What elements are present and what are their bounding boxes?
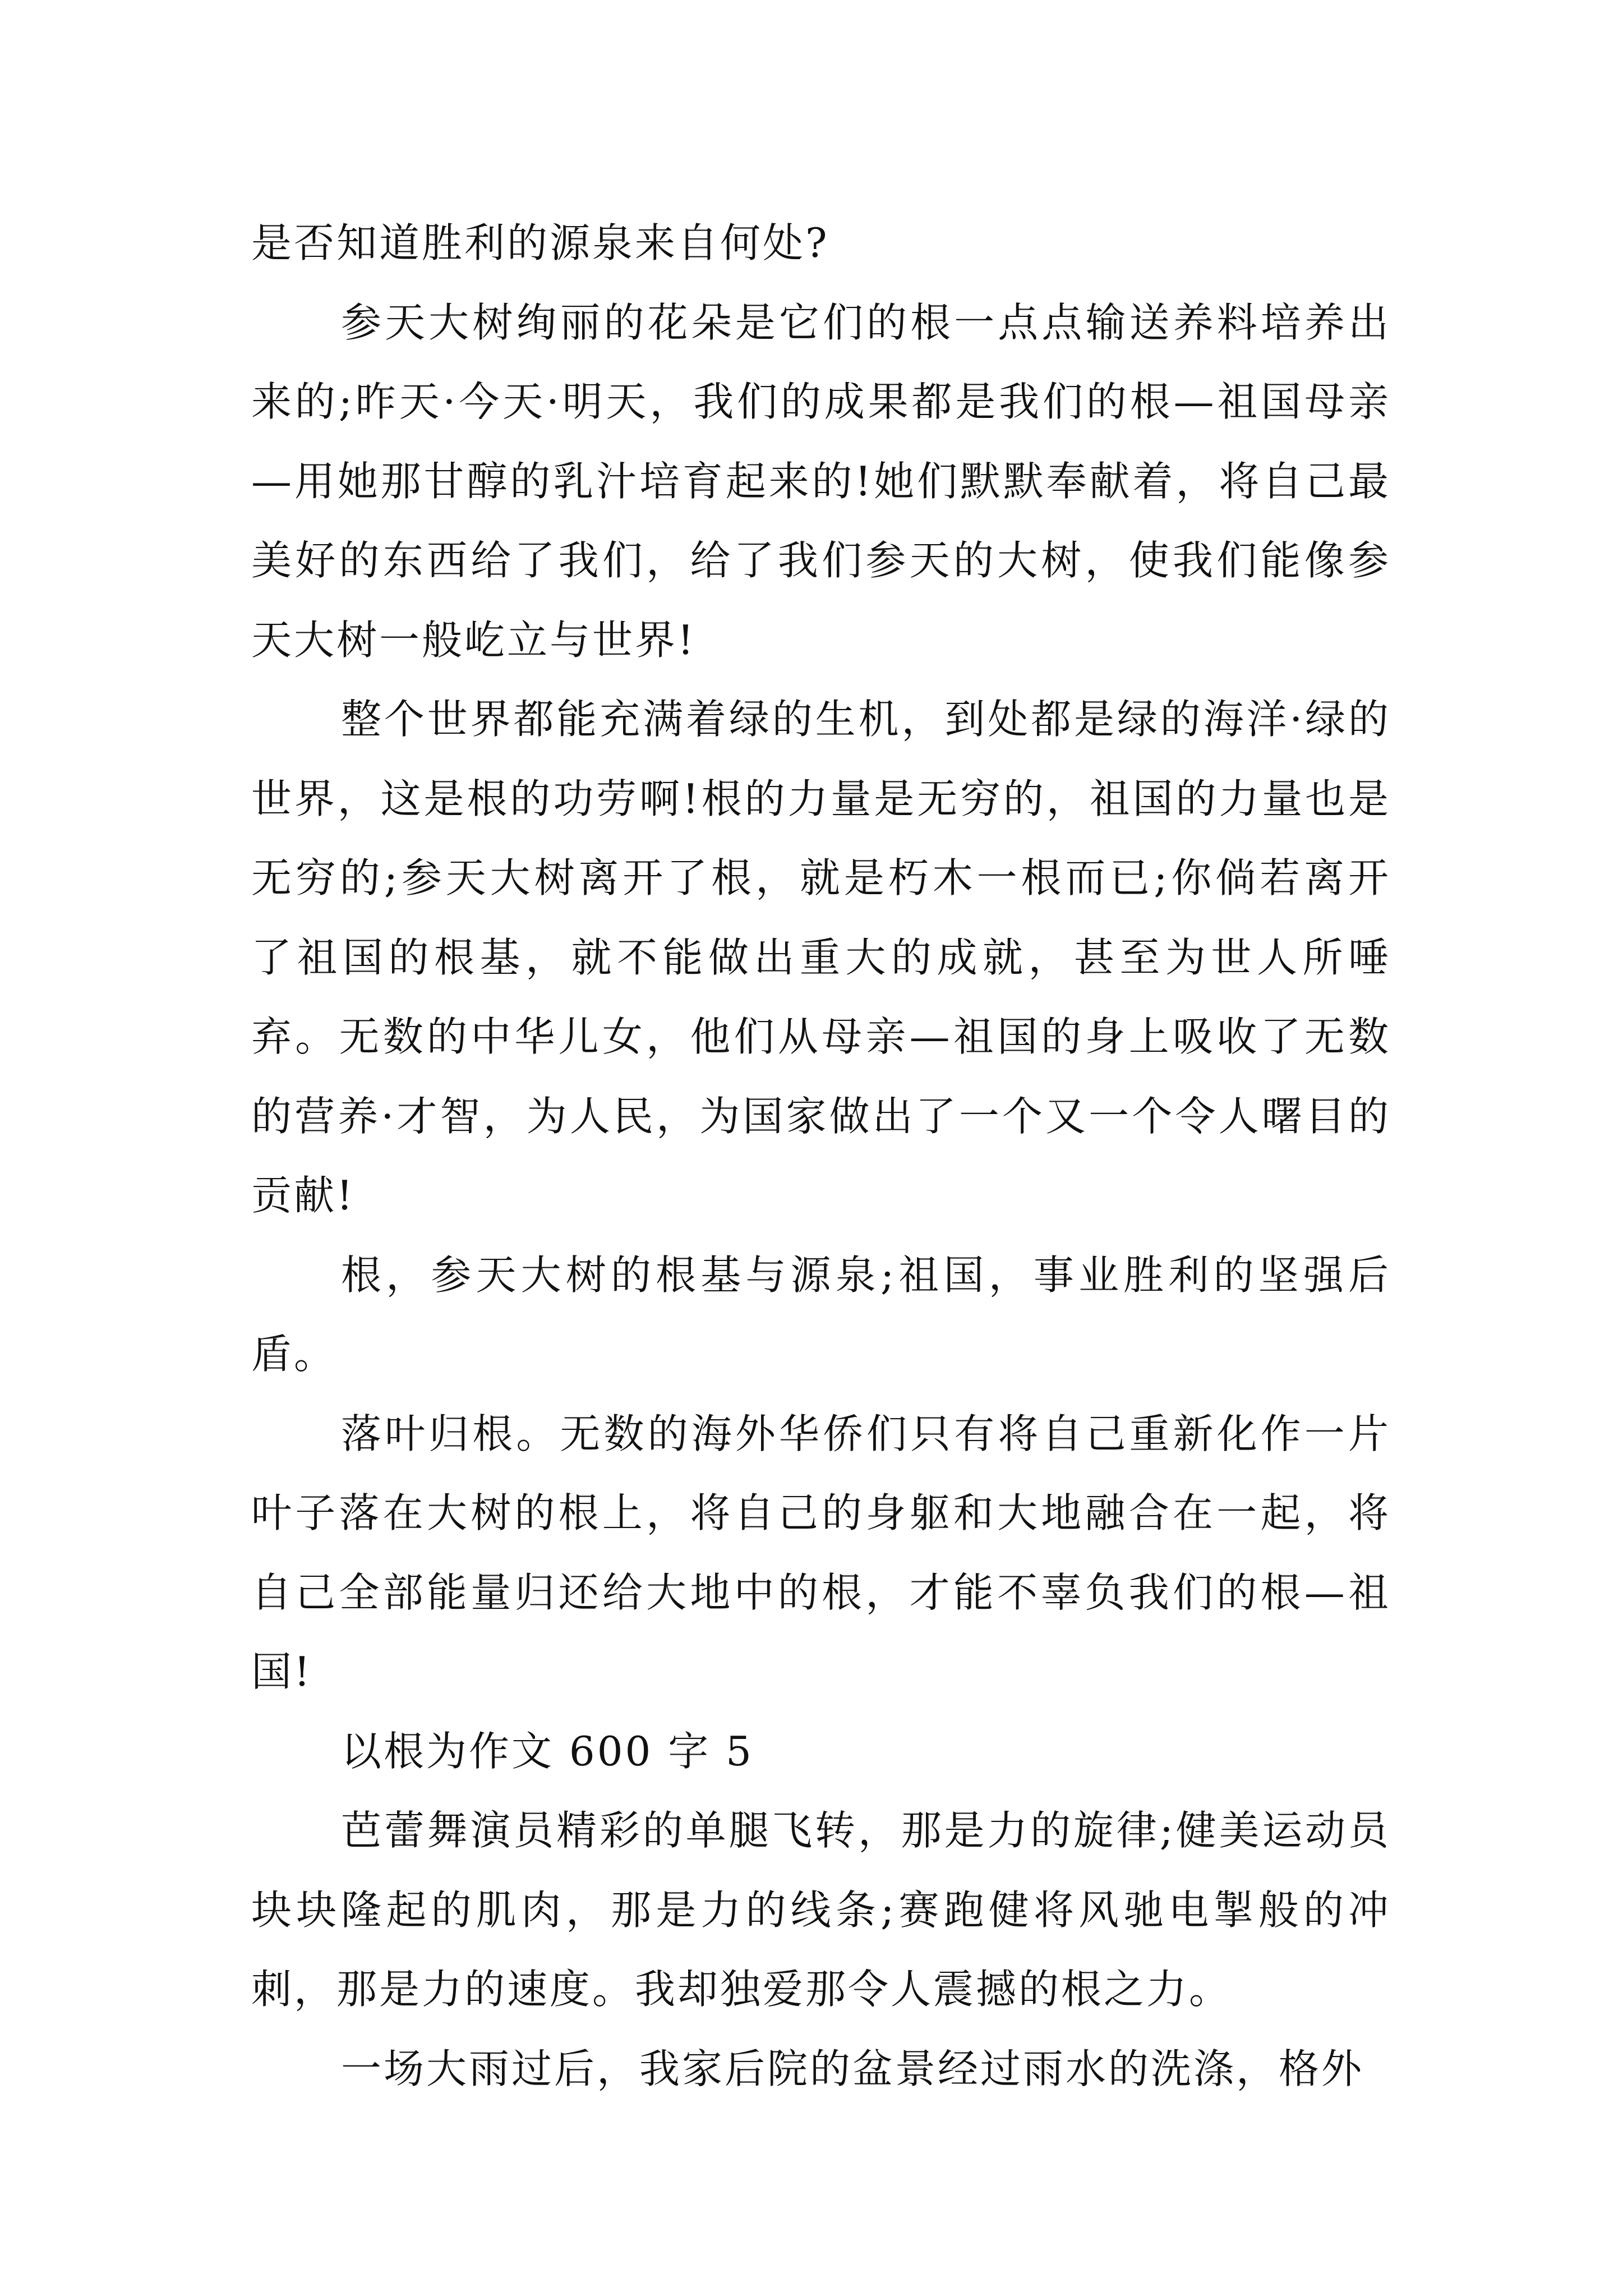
paragraph: 整个世界都能充满着绿的生机，到处都是绿的海洋·绿的世界，这是根的功劳啊!根的力量是无穷的，祖国的力量也是无穷的;参天大树离开了根，就是朽木一根而已;你倘若离开了祖国的根基，就不能做出重大的成就，甚至为世人所唾弃。无数的中华儿女，他们从母亲—祖国的身上吸收了无数的营养·才智，为人民，为国家做出了一个又一个令人曙目的贡献! [251,696,1391,1219]
paragraph: 根，参天大树的根基与源泉;祖国，事业胜利的坚强后盾。 [251,1251,1391,1378]
paragraph: 落叶归根。无数的海外华侨们只有将自己重新化作一片叶子落在大树的根上，将自己的身躯和大地融合在一起，将自己全部能量归还给大地中的根，才能不辜负我们的根—祖国! [251,1410,1391,1695]
paragraph: 参天大树绚丽的花朵是它们的根一点点输送养料培养出来的;昨天·今天·明天，我们的成果都是我们的根—祖国母亲—用她那甘醇的乳汁培育起来的!她们默默奉献着，将自己最美好的东西给了我们，给了我们参天的大树，使我们能像参天大树一般屹立与世界! [251,298,1391,664]
section-title: 以根为作文 600 字 5 [341,1727,754,1775]
paragraph: 一场大雨过后，我家后院的盆景经过雨水的洗涤，格外 [341,2045,1364,2092]
paragraph: 芭蕾舞演员精彩的单腿飞转，那是力的旋律;健美运动员块块隆起的肌肉，那是力的线条;赛跑健将风驰电掣般的冲刺，那是力的速度。我却独爱那令人震撼的根之力。 [251,1807,1391,2013]
paragraph-continuation: 是否知道胜利的源泉来自何处? [251,219,829,266]
document-body [251,204,1391,2109]
